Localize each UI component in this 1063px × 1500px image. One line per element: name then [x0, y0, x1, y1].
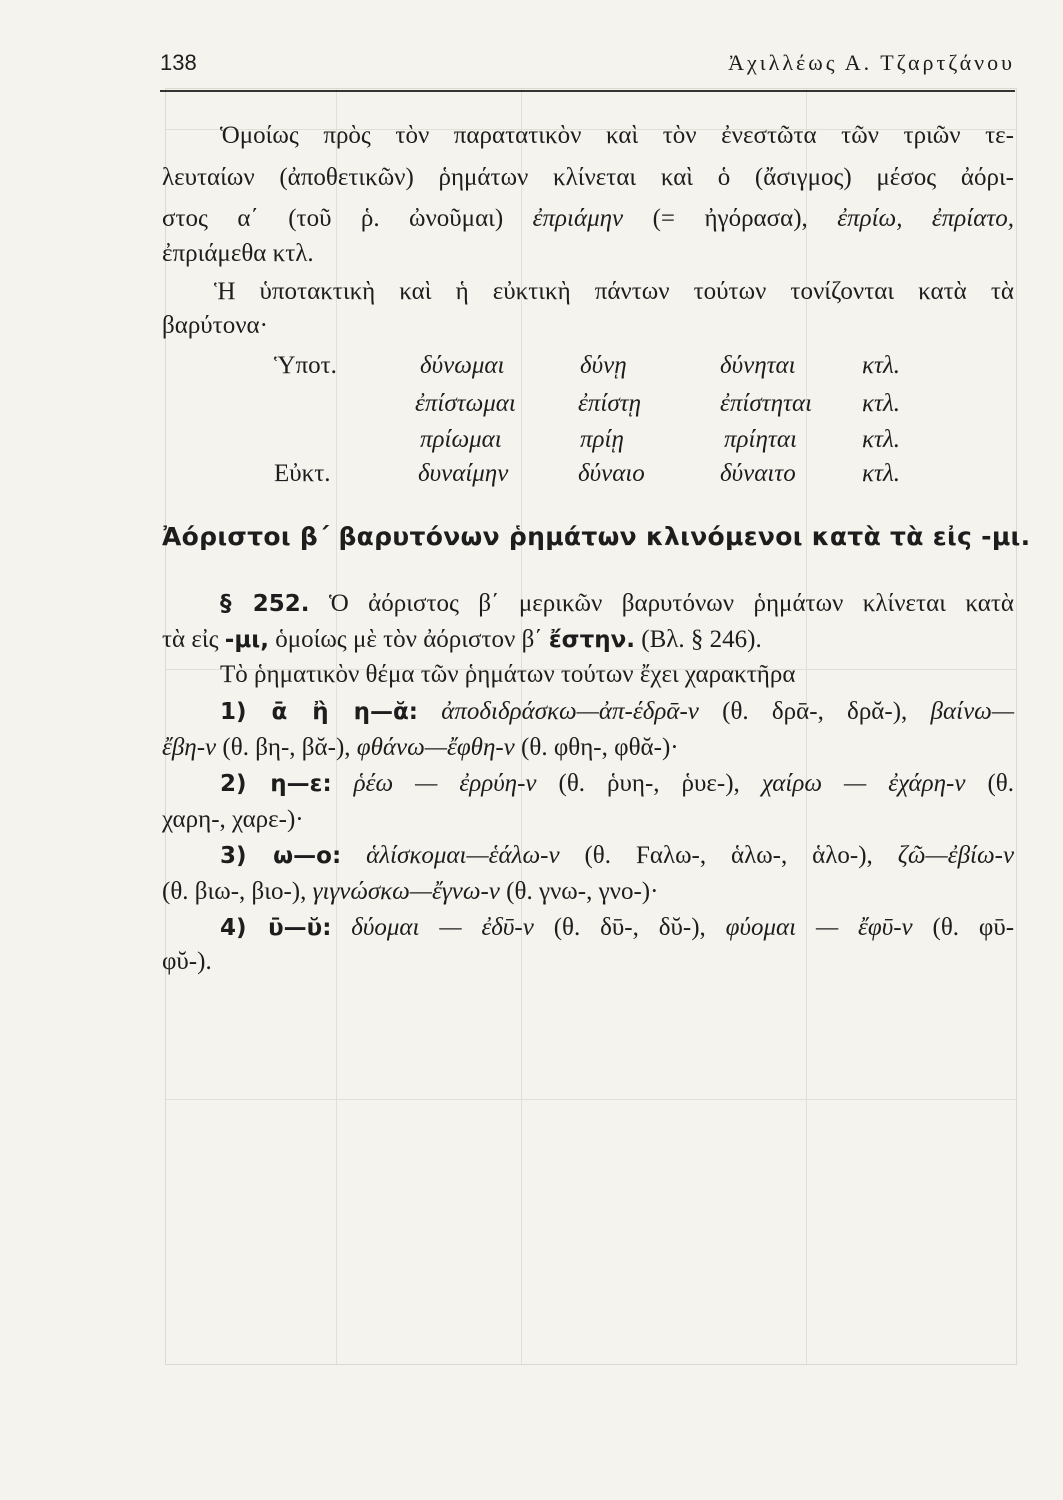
para1-line3: στος α΄ (τοῦ ῥ. ὠνοῦμαι) ἐπριάμην (= ἠγόρασα), ἐπρίω, ἐπρίατο, — [162, 205, 1015, 232]
paradigm-cell: ἐπίστωμαι — [415, 390, 516, 417]
para1-line4: ἐπριάμεθα κτλ. — [162, 240, 314, 267]
para2-line2: βαρύτονα· — [162, 312, 268, 339]
item1-line1: 1) ᾱ ἢ η—ᾰ: ἀποδιδράσκω—ἀπ-έδρᾱ-ν (θ. δρᾱ-, δρᾰ-), βαίνω— — [220, 698, 1015, 725]
item2-line1: 2) η—ε: ῥέω — ἐρρύη-ν (θ. ῥυη-, ῥυε-), χαίρω — ἐχάρη-ν (θ. — [220, 770, 1015, 797]
paradigm-cell: πρίωμαι — [420, 426, 502, 453]
page-number: 138 — [160, 50, 197, 75]
section-heading: Ἀόριστοι β΄ βαρυτόνων ῥημάτων κλινόμενοι κατὰ τὰ εἰς -μι. — [162, 522, 1031, 551]
item3-line2: (θ. βιω-, βιο-), γιγνώσκω—ἔγνω-ν (θ. γνω-, γνο-)· — [162, 878, 659, 905]
paradigm-cell: πρίῃ — [580, 426, 624, 453]
para2-line1: Ἡ ὑποτακτικὴ καὶ ἡ εὐκτικὴ πάντων τούτων τονίζονται κατὰ τὰ — [214, 278, 1014, 305]
paradigm-cell: πρίηται — [724, 426, 797, 453]
paradigm-label: Εὐκτ. — [274, 460, 331, 487]
paradigm-cell: κτλ. — [862, 460, 901, 487]
paradigm-cell: ἐπίστῃ — [578, 390, 642, 417]
paradigm-cell: κτλ. — [862, 390, 901, 417]
section-line3: Τὸ ῥηματικὸν θέμα τῶν ῥημάτων τούτων ἔχει χαρακτῆρα — [220, 661, 796, 688]
paradigm-cell: ἐπίστηται — [720, 390, 813, 417]
paradigm-cell: δύνῃ — [580, 352, 627, 379]
item4-line2: φῠ-). — [162, 948, 212, 975]
paradigm-cell: κτλ. — [862, 352, 901, 379]
paradigm-cell: δύνηται — [720, 352, 796, 379]
paradigm-cell: δυναίμην — [418, 460, 509, 487]
paradigm-cell: δύνωμαι — [420, 352, 505, 379]
item3-line1: 3) ω—ο: ἁλίσκομαι—ἑάλω-ν (θ. Ϝαλω-, ἁλω-, ἁλο-), ζῶ—ἐβίω-ν — [220, 842, 1015, 869]
item1-line2: ἔβη-ν (θ. βη-, βᾰ-), φθάνω—ἔφθη-ν (θ. φθη-, φθᾰ-)· — [162, 734, 679, 761]
page-header — [160, 46, 1015, 86]
para1-line1: Ὁμοίως πρὸς τὸν παρατατικὸν καὶ τὸν ἐνεστῶτα τῶν τριῶν τε- — [220, 122, 1014, 149]
section-line1: § 252. Ὁ ἀόριστος β΄ μερικῶν βαρυτόνων ῥημάτων κλίνεται κατὰ — [220, 590, 1014, 617]
section-line2: τὰ εἰς -μι, ὁμοίως μὲ τὸν ἀόριστον β΄ ἔστην. (Βλ. § 246). — [162, 626, 762, 653]
para1-line2: λευταίων (ἀποθετικῶν) ῥημάτων κλίνεται καὶ ὁ (ἄσιγμος) μέσος ἀόρι- — [162, 164, 1014, 191]
item2-line2: χαρη-, χαρε-)· — [162, 806, 304, 833]
paradigm-cell: δύναιτο — [720, 460, 796, 487]
paradigm-cell: δύναιο — [578, 460, 645, 487]
header-rule — [160, 90, 1015, 92]
paradigm-label: Ὑποτ. — [274, 352, 337, 379]
item4-line1: 4) ῡ—ῠ: δύομαι — ἐδῡ-ν (θ. δῡ-, δῠ-), φύομαι — ἔφῡ-ν (θ. φῡ- — [220, 914, 1015, 941]
paradigm-cell: κτλ. — [862, 426, 901, 453]
running-title: Ἀχιλλέως Α. Τζαρτζάνου — [728, 50, 1015, 75]
